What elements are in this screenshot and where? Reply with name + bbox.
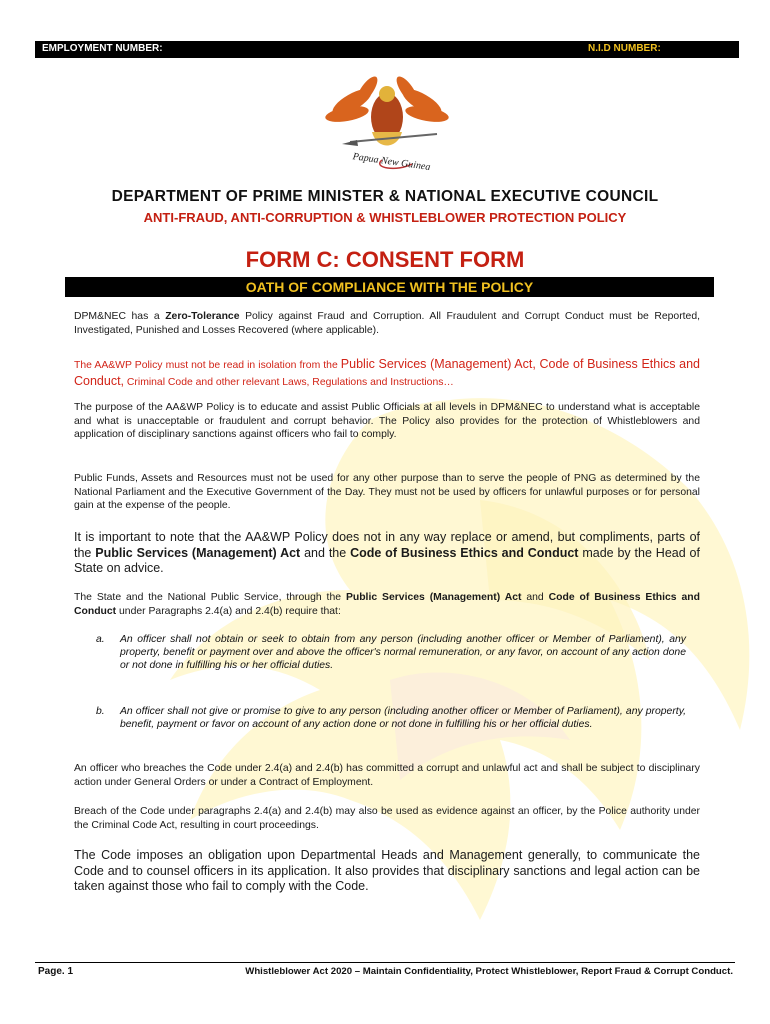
- footer-tagline: Whistleblower Act 2020 – Maintain Confidentiality, Protect Whistleblower, Report Fraud & Corrupt Conduct.: [245, 966, 733, 977]
- paragraph-court-evidence: Breach of the Code under paragraphs 2.4(a) and 2.4(b) may also be used as evidence against an officer, by the Police authority under the Criminal Code Act, resulting in court proceedings.: [74, 806, 700, 831]
- nid-number-label: N.I.D NUMBER:: [588, 43, 661, 54]
- list-item: [96, 706, 686, 732]
- paragraph-purpose: The purpose of the AA&WP Policy is to educate and assist Public Officials at all levels in DPM&NEC to understand what is acceptable and what is unacceptable or fraudulent and corrupt behavior. The Policy also provides for the protection of Whistleblowers and application of disciplinary sanctions against officers who fail to comply.: [74, 402, 700, 440]
- png-emblem-logo: [322, 72, 452, 177]
- paragraph-isolation-notice: The AA&WP Policy must not be read in isolation from the Public Services (Management) Act, Code of Business Ethics and Conduct, Criminal Code and other relevant Laws, Regulations and Instructions…: [74, 357, 700, 388]
- logo-caption: Papua New Guinea: [351, 151, 432, 174]
- paragraph-public-funds: Public Funds, Assets and Resources must not be used for any other purpose than to serve the people of PNG as determined by the National Parliament and the Executive Government of the Day. They must not be used by officers for unlawful purposes or for personal gain at the expense of the people.: [74, 473, 700, 511]
- list-item-text: An officer shall not obtain or seek to obtain from any person (including another officer or Member of Parliament), any property, benefit or payment over and above the officer's normal remuneration, or any favor, on account of any action done or not done in fulfilling his or her official duties.: [120, 634, 686, 671]
- form-title: FORM C: CONSENT FORM: [245, 247, 525, 272]
- list-item-letter: b.: [96, 706, 105, 717]
- paragraph-state-requirements: The State and the National Public Service, through the Public Services (Management) Act and Code of Business Ethics and Conduct under Paragraphs 2.4(a) and 2.4(b) require that:: [74, 592, 700, 617]
- department-title: DEPARTMENT OF PRIME MINISTER & NATIONAL EXECUTIVE COUNCIL: [111, 188, 659, 205]
- paragraph-breach-consequence: An officer who breaches the Code under 2.4(a) and 2.4(b) has committed a corrupt and unlawful act and shall be subject to disciplinary action under General Orders or under a Contract of Employment.: [74, 763, 700, 788]
- paragraph-important-note: It is important to note that the AA&WP Policy does not in any way replace or amend, but compliments, parts of the Public Services (Management) Act and the Code of Business Ethics and Conduct made by the Head of State on advice.: [74, 530, 700, 575]
- list-item-letter: a.: [96, 634, 105, 645]
- paragraph-code-obligation: The Code imposes an obligation upon Departmental Heads and Management generally, to communicate the Code and to counsel officers in its application. It also provides that disciplinary sanctions and legal action can be taken against those who fail to comply with the Code.: [74, 848, 700, 893]
- paragraph-zero-tolerance: DPM&NEC has a Zero-Tolerance Policy against Fraud and Corruption. All Fraudulent and Corrupt Conduct must be Reported, Investigated, Punished and Losses Recovered (where applicable).: [74, 311, 701, 336]
- page-number: Page. 1: [38, 966, 74, 977]
- policy-title: ANTI-FRAUD, ANTI-CORRUPTION & WHISTLEBLOWER PROTECTION POLICY: [143, 210, 627, 225]
- header-bar: [35, 41, 739, 58]
- list-item-text: An officer shall not give or promise to give to any person (including another officer or Member of Parliament), any property, benefit, payment or favor on account of any action done or not done in fulfilling his or her official duties.: [120, 706, 686, 730]
- footer-divider: [35, 962, 735, 963]
- employment-number-label: EMPLOYMENT NUMBER:: [42, 43, 163, 54]
- list-item: [96, 634, 686, 672]
- oath-banner: OATH OF COMPLIANCE WITH THE POLICY: [65, 277, 714, 297]
